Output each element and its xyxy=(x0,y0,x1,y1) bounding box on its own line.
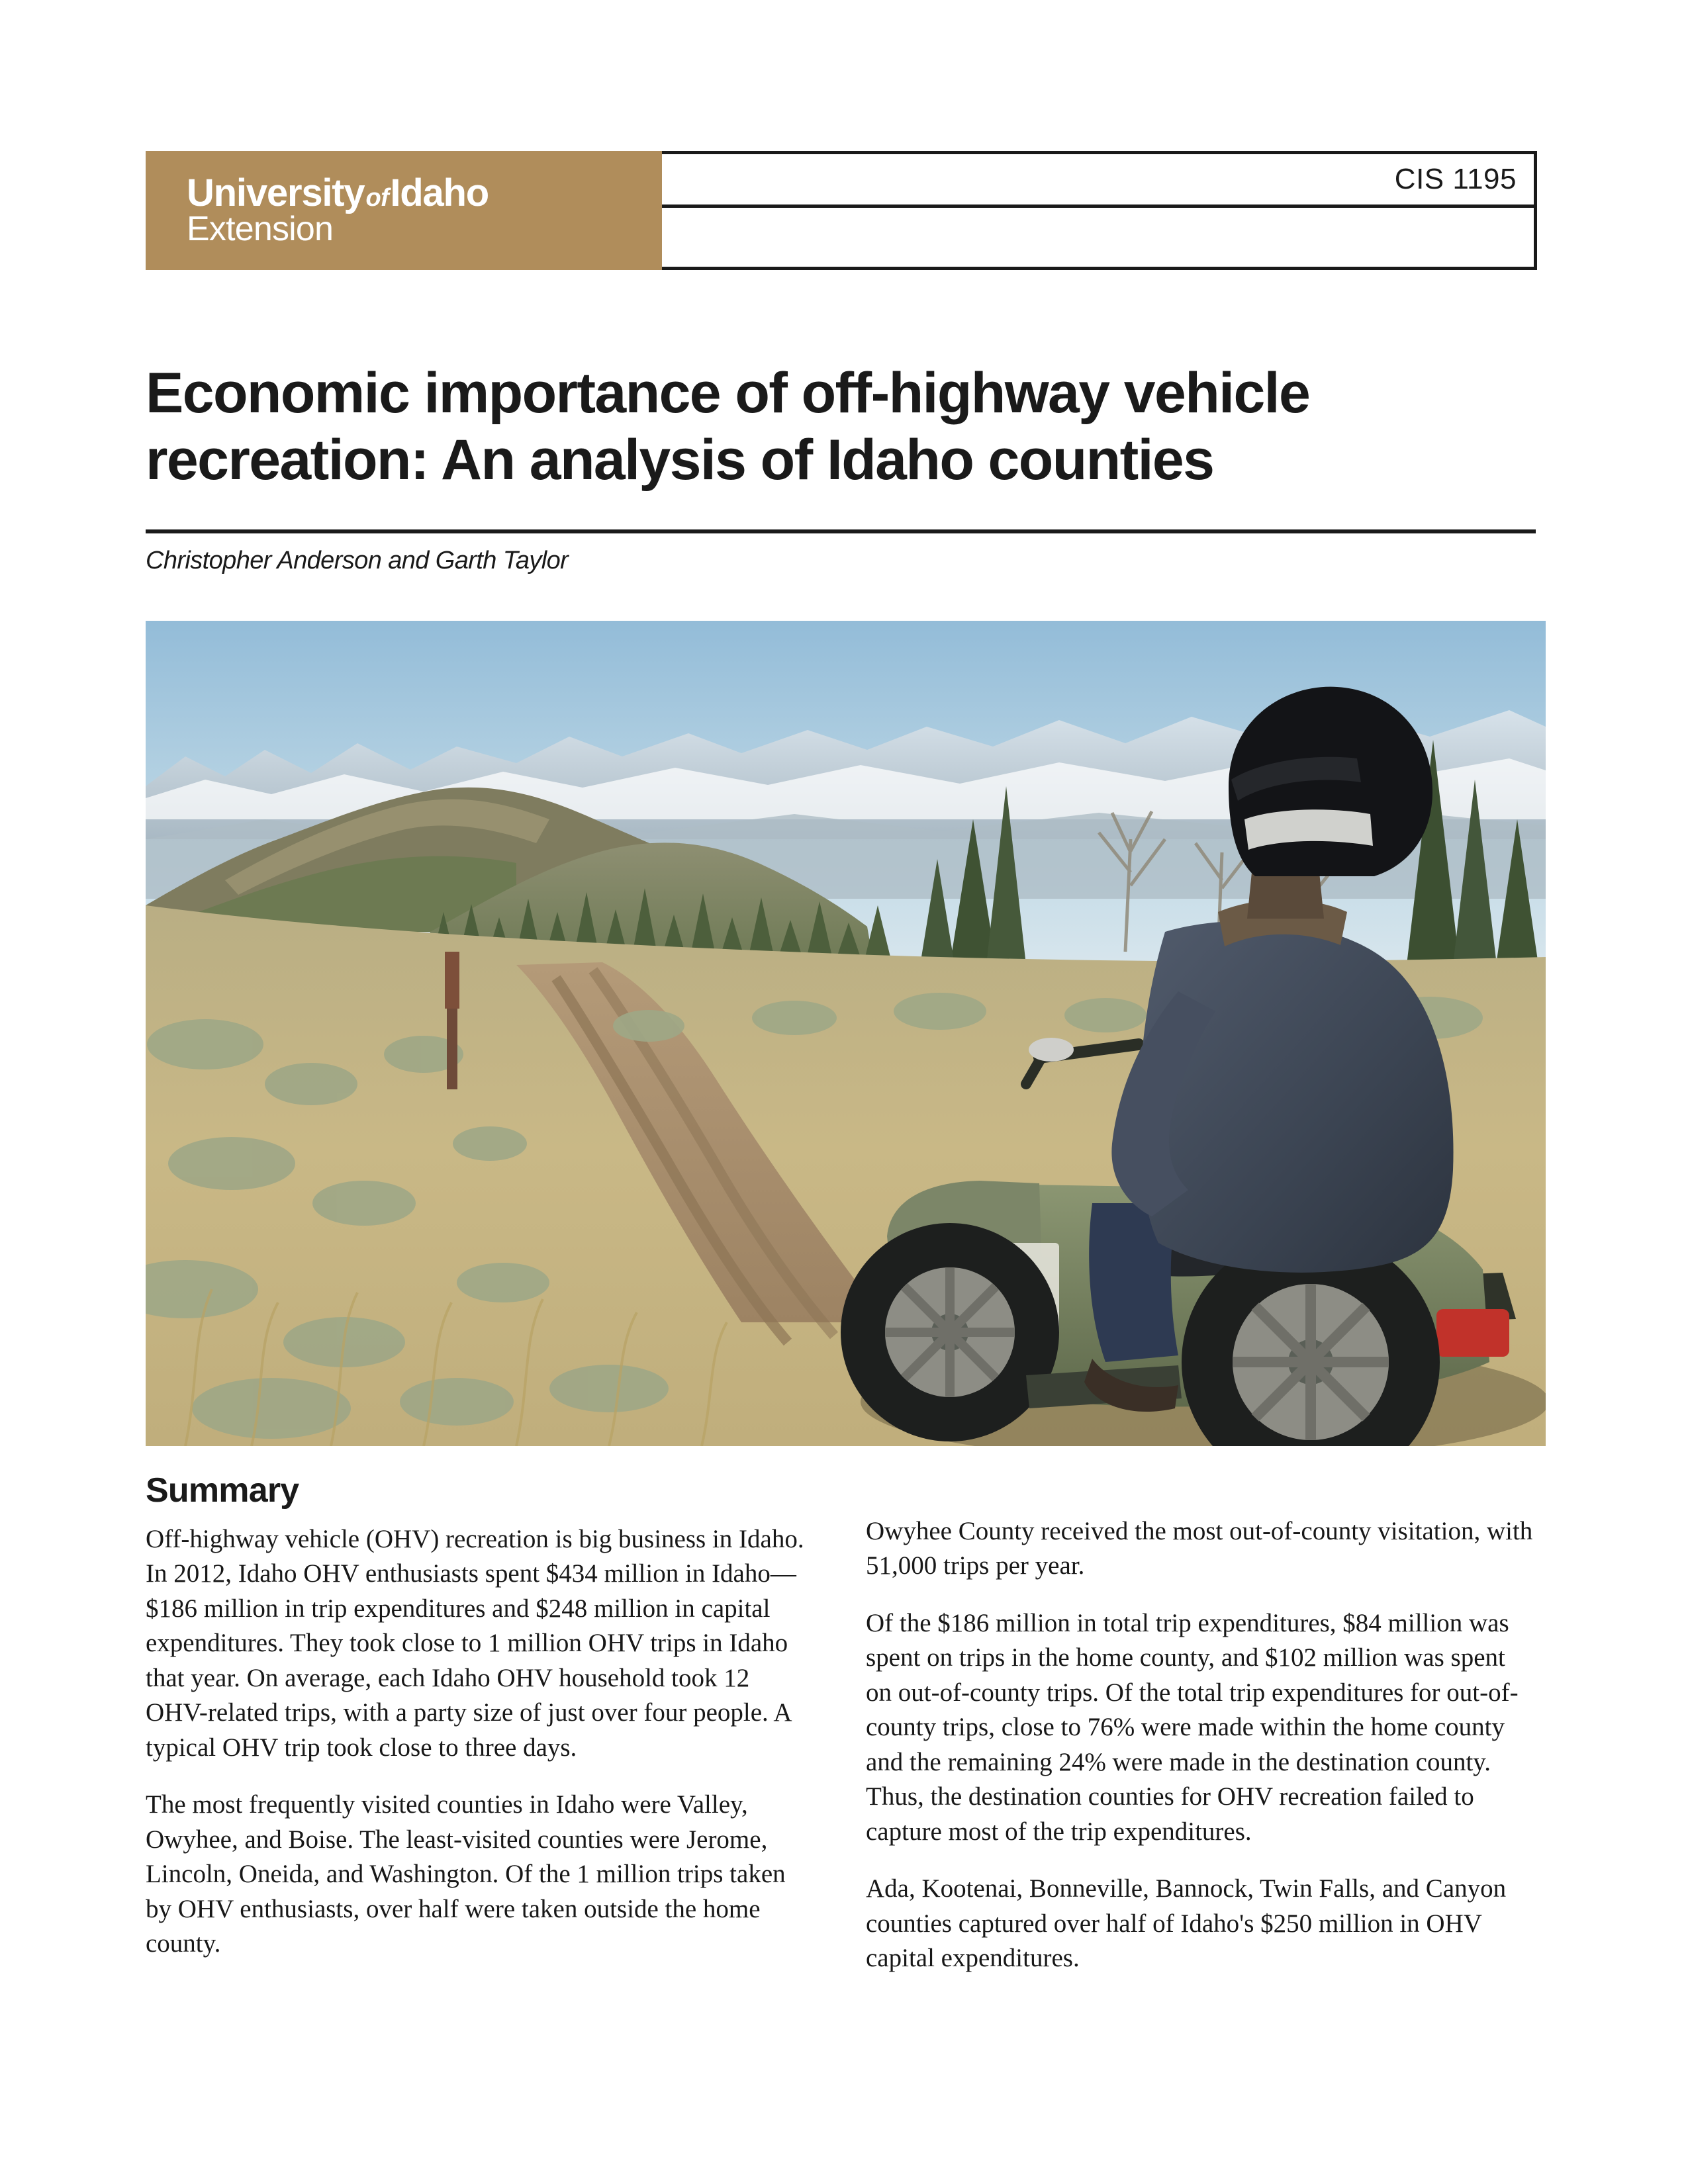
university-of-idaho-extension-logo xyxy=(146,151,662,270)
masthead xyxy=(146,151,1537,270)
summary-paragraph: Owyhee County received the most out-of-county visitation, with 51,000 trips per year. xyxy=(866,1517,1533,1580)
brand-wordmark xyxy=(187,171,650,248)
summary-paragraph: Ada, Kootenai, Bonneville, Bannock, Twin Falls, and Canyon counties captured over half of Idaho's $250 million in OHV capital expenditures. xyxy=(866,1874,1507,1972)
summary-paragraph: Off-highway vehicle (OHV) recreation is big business in Idaho. In 2012, Idaho OHV enthusiasts spent $434 million in Idaho—$186 million in trip expenditures and $248 million in capital expenditures. They took close to 1 million OHV trips in Idaho that year. On average, each Idaho OHV household took 12 OHV-related trips, with a party size of just over four people. A typical OHV trip took close to three days. xyxy=(146,1525,804,1762)
brand-word-university: University xyxy=(187,171,365,214)
title-divider xyxy=(146,529,1536,533)
summary-heading: Summary xyxy=(146,1471,299,1510)
summary-paragraph: Of the $186 million in total trip expenditures, $84 million was spent on trips in the home county, and $102 million was spent on out-of-county trips. Of the total trip expenditures for out-of-county trips, close to 76% were made within the home county and the remaining 24% were made in the destination county. Thus, the destination counties for OHV recreation failed to capture most of the trip expenditures. xyxy=(866,1608,1519,1846)
author-byline: Christopher Anderson and Garth Taylor xyxy=(146,547,569,574)
brand-word-of: of xyxy=(365,184,389,212)
atv-front-wheel xyxy=(841,1223,1059,1441)
publication-number-box xyxy=(662,151,1537,208)
page-title-line-2: recreation: An analysis of Idaho counties xyxy=(146,428,1214,492)
page-title xyxy=(146,360,1509,494)
summary-right-column xyxy=(866,1514,1536,1976)
summary-paragraph: The most frequently visited counties in Idaho were Valley, Owyhee, and Boise. The least-visited counties were Jerome, Lincoln, Oneida, and Washington. Of the 1 million trips taken by OHV enthusiasts, over half were taken outside the home county. xyxy=(146,1790,786,1958)
cover-photo-ohv-rider xyxy=(146,621,1546,1446)
trail-marker-post xyxy=(445,952,459,1089)
brand-line-university-of-idaho xyxy=(187,171,650,214)
masthead-lower-box xyxy=(662,208,1537,270)
brand-word-idaho: Idaho xyxy=(390,171,489,214)
publication-number: CIS 1195 xyxy=(1394,163,1517,195)
cover-photo-illustration xyxy=(146,621,1546,1446)
page-title-line-1: Economic importance of off-highway vehicle xyxy=(146,361,1310,425)
brand-word-extension: Extension xyxy=(187,209,334,248)
summary-left-column xyxy=(146,1522,816,1961)
